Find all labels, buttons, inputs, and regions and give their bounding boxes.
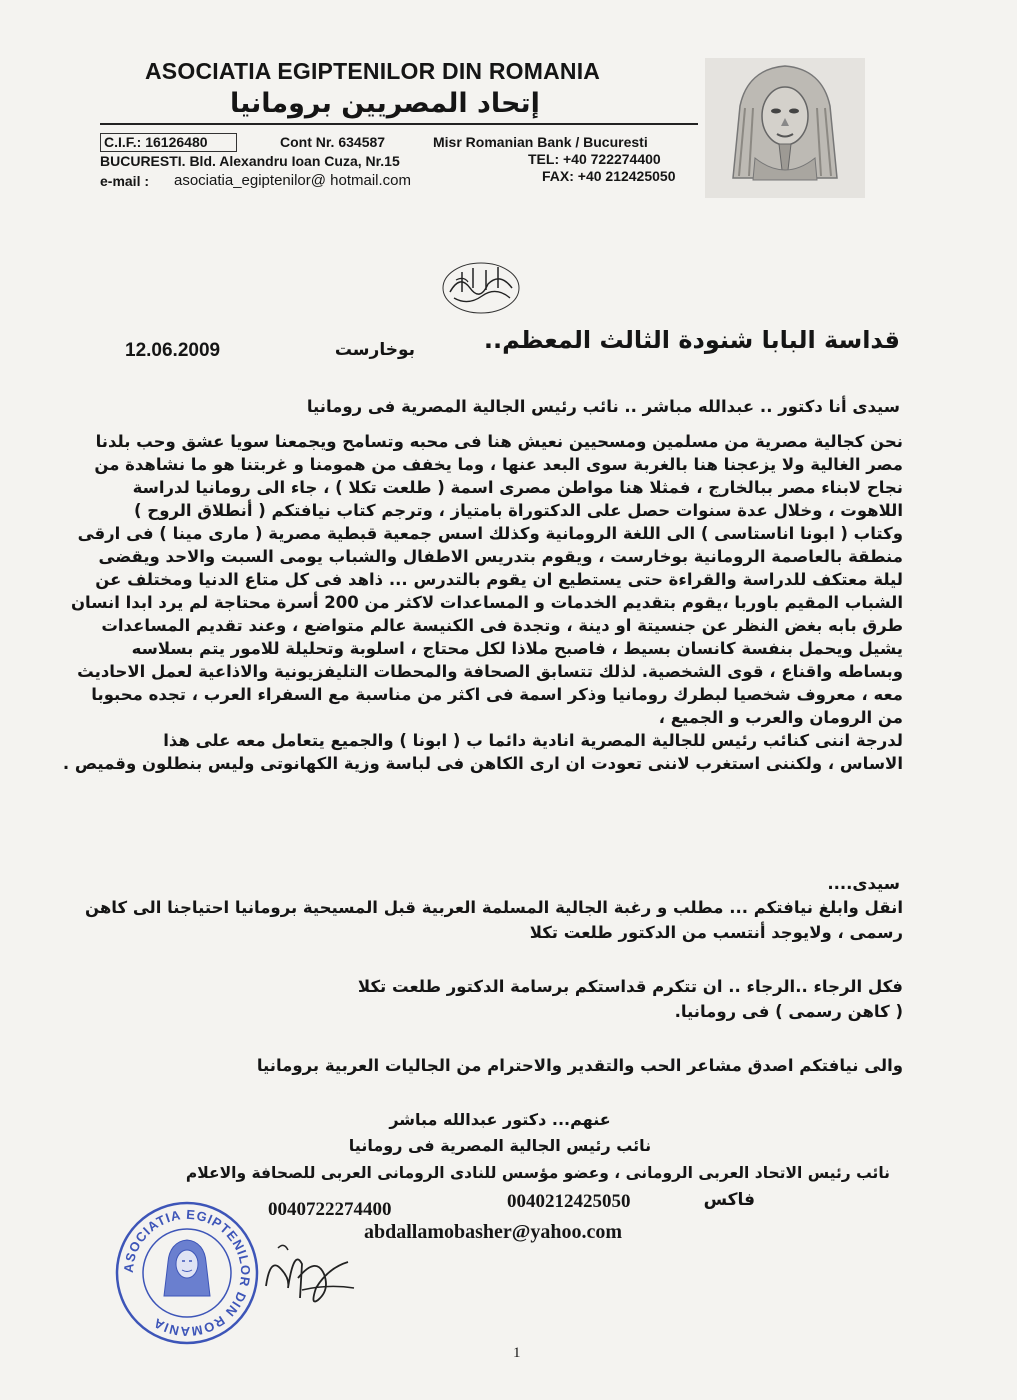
plea-line: فكل الرجاء ..الرجاء .. ان تتكرم قداستكم برسامة الدكتور طلعت تكلا xyxy=(357,977,903,996)
association-stamp-icon xyxy=(112,1198,262,1348)
letter-place: بوخارست xyxy=(334,340,415,360)
basmala-calligraphy-icon xyxy=(440,258,522,316)
body-line: ليلة معتكف للدراسة والقراءة حتى يستطيع ان يقوم بالتدرس ... ذاهد فى كل متاع الدنيا ومختلف عن xyxy=(95,570,903,589)
account-number: Cont Nr. 634587 xyxy=(280,134,386,150)
telephone: TEL: +40 722274400 xyxy=(528,151,661,167)
closing-line: والى نيافتكم اصدق مشاعر الحب والتقدير والاحترام من الجاليات العربية برومانيا xyxy=(256,1056,903,1075)
pharaoh-mask-icon xyxy=(705,58,865,198)
letterhead-rule xyxy=(100,123,698,125)
svg-text:ASOCIATIA EGIPTENILOR DIN ROMA: ASOCIATIA EGIPTENILOR DIN ROMANIA xyxy=(120,1206,254,1340)
request-line: رسمى ، ولايوجد أنتسب من الدكتور طلعت تكلا xyxy=(529,923,903,942)
body-line: من الرومان والعرب و الجميع ، xyxy=(658,708,903,727)
fax-label: فاكس xyxy=(703,1190,755,1210)
signatory-title-2: نائب رئيس الاتحاد العربى الرومانى ، وعضو مؤسس للنادى الرومانى العربى للصحافة والاعلام xyxy=(185,1164,890,1182)
org-email: asociatia_egiptenilor@ hotmail.com xyxy=(174,172,412,189)
page-number: 1 xyxy=(513,1345,521,1361)
cif-number: C.I.F.: 16126480 xyxy=(104,134,208,150)
body-line: نجاح لابناء مصر ببالخارج ، فمثلا هنا مواطن مصرى اسمة ( طلعت تكلا ) ، جاء الى رومانيا لدراسة xyxy=(132,478,903,497)
body-line: اللاهوت ، وخلال عدة سنوات حصل على الدكتوراة بامتياز ، وترجم كتاب نيافتكم ( أنطلاق الروح ) xyxy=(134,501,903,520)
bank-name: Misr Romanian Bank / Bucuresti xyxy=(433,134,648,150)
body-line: نحن كجالية مصرية من مسلمين ومسحيين نعيش هنا فى محبه وتسامح ويجمعنا سويا عشق وحب بلدنا xyxy=(95,432,903,451)
body-line: معه ، معروف شخصيا لبطرك رومانيا وذكر اسمة فى اكثر من مناسبة مع السفراء العرب ، تجده محبوبا xyxy=(91,685,903,704)
signatory-title: نائب رئيس الجالية المصرية فى رومانيا xyxy=(348,1136,652,1155)
body-line: طرق بابه بغض النظر عن جنسيتة او دينة ، وتجدة فى الكنيسة عالم متواضع ، وعند تقديم المساعدات xyxy=(101,616,903,635)
request-line: انقل وابلغ نيافتكم ... مطلب و رغبة الجالية المسلمة العربية قبل المسيحية برومانيا احتياجنا الى كاهن xyxy=(85,898,903,917)
signatory-email: abdallamobasher@yahoo.com xyxy=(364,1221,623,1243)
phone-number: 0040722274400 xyxy=(268,1199,392,1220)
address: BUCURESTI. Bld. Alexandru Ioan Cuza, Nr.15 xyxy=(100,153,400,169)
plea-line: ( كاهن رسمى ) فى رومانيا. xyxy=(674,1002,903,1021)
body-line: يشيل ويحمل بنفسة كانسان بسيط ، فاصبح ملاذا لكل محتاج ، اسلوبة وتحليلة للامور يتم بسلاسه xyxy=(131,639,903,658)
org-name: ASOCIATIA EGIPTENILOR DIN ROMANIA xyxy=(145,58,601,84)
body-paragraph xyxy=(62,430,903,775)
intro-line: سيدى أنا دكتور .. عبدالله مباشر .. نائب رئيس الجالية المصرية فى رومانيا xyxy=(306,397,900,416)
fax-number: 0040212425050 xyxy=(507,1191,631,1212)
body-line: لدرجة اننى كنائب رئيس للجالية المصرية انادية دائما ب ( ابونا ) والجميع يتعامل معه على هذا xyxy=(163,731,903,750)
signatory-name: عنهم... دكتور عبدالله مباشر xyxy=(389,1110,611,1129)
body-line: الشباب المقيم باوربا ،يقوم بتقديم الخدمات و المساعدات لاكثر من 200 أسرة محتاجة لم يرد ابدا انسان xyxy=(70,593,903,612)
body-line: مصر الغالية ولا يزعجنا هنا بالغربة سوى البعد عنها ، وما يخفف من همومنا و غربتنا هو ما نشاهدة من xyxy=(94,455,903,474)
recipient-heading: قداسة البابا شنودة الثالث المعظم.. xyxy=(483,326,900,354)
salutation: سيدى.... xyxy=(827,874,900,893)
body-line: منطقة بالعاصمة الرومانية بوخارست ، ويقوم بتدريس الاطفال والشباب يومى السبت والاحد ويقضى xyxy=(98,547,903,566)
org-name-arabic: إتحاد المصريين برومانيا xyxy=(230,88,540,119)
handwritten-signature-icon xyxy=(258,1228,368,1313)
email-label: e-mail : xyxy=(100,173,150,189)
fax: FAX: +40 212425050 xyxy=(542,168,676,184)
letter-date: 12.06.2009 xyxy=(125,340,221,361)
body-line: وبساطه واقناع ، قوى الشخصية. لذلك تتسابق الصحافة والمحطات التليفزيونية والاذاعية لعمل الاحاديث xyxy=(77,662,903,681)
body-line: الاساس ، ولكننى استغرب لاننى تعودت ان ارى الكاهن فى لباسة وزية الكهانوتى وليس بنطلون وقميص . xyxy=(62,754,903,773)
body-line: وكتاب ( ابونا اناستاسى ) الى اللغة الرومانية وكذلك اسس جمعية قبطية مصرية ( مارى مينا ) فى ارقى xyxy=(77,524,903,543)
